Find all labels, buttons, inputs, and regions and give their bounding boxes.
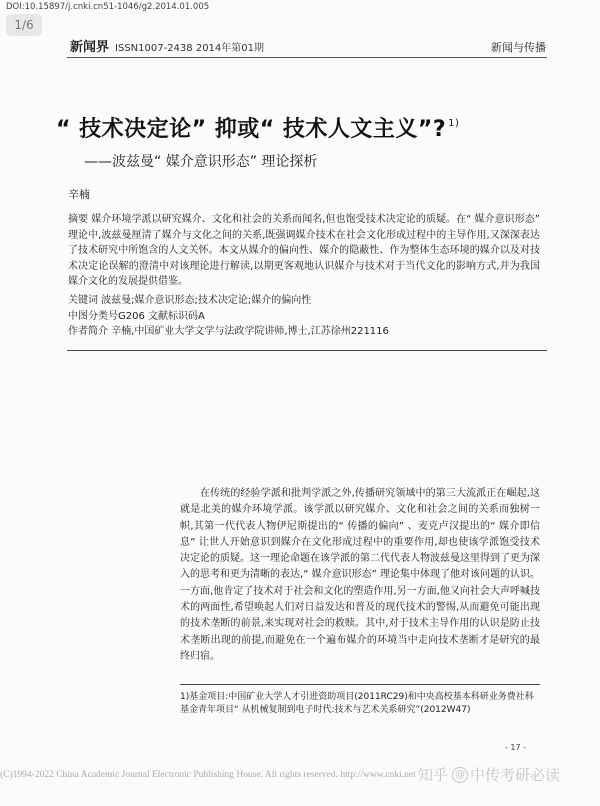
doi-label: DOI:10.15897/j.cnki.cn51-1046/g2.2014.01.005 xyxy=(6,2,210,12)
section-divider xyxy=(67,350,547,351)
keywords: 关键词 波兹曼;媒介意识形态;技术决定论;媒介的偏向性 xyxy=(68,295,312,306)
copyright-notice: (C)1994-2022 China Academic Journal Electronic Publishing House. All rights reserved. http://www.cnki.net xyxy=(0,770,416,780)
journal-issue: ISSN1007-2438 2014年第01期 xyxy=(115,43,264,54)
article-title xyxy=(56,112,556,143)
at-icon: @ xyxy=(452,767,468,783)
title-footnote-marker: 1) xyxy=(448,118,460,129)
page-number: - 17 - xyxy=(505,743,527,752)
journal-header xyxy=(70,36,546,54)
article-author: 辛楠 xyxy=(68,188,90,201)
footnote: 1)基金项目:中国矿业大学人才引进资助项目(2011RC29)和中央高校基本科研业务费社科基金青年项目“ 从机械复制到电子时代:技术与艺术关系研究”(2012W47) xyxy=(180,692,534,715)
footnote-divider xyxy=(180,684,540,685)
article-title-text: “ 技术决定论” 抑或“ 技术人文主义”? xyxy=(56,117,447,142)
watermark-handle: 中传考研必读 xyxy=(470,766,561,784)
classification: 中图分类号G206 文献标识码A xyxy=(68,311,205,322)
watermark xyxy=(418,764,560,785)
journal-name: 新闻界 xyxy=(70,40,110,55)
journal-section: 新闻与传播 xyxy=(491,41,546,54)
article-subtitle: ——波兹曼“ 媒介意识形态” 理论探析 xyxy=(84,154,318,170)
body-paragraph: 在传统的经验学派和批判学派之外,传播研究领域中的第三大流派正在崛起,这就是北美的媒介环境学派。该学派以研究媒介、文化和社会之间的关系而独树一帜,其第一代代表人物伊尼斯提出的“ 传播的偏向” 、麦克卢汉提出的“ 媒介即信息” 让世人开始意识到媒介在文化形成过程中的重要作用,却也使该学派饱受技术决定论的质疑。这一理论命题在该学派的第二代代表人物波兹曼这里得到了更为深入的思考和更为清晰的表达,“ 媒介意识形态” 理论集中体现了他对该问题的认识。一方面,他肯定了技术对于社会和文化的塑造作用,另一方面,他又向社会大声呼喊技术的两面性,希望唤起人们对日益发达和普及的现代技术的警惕,从而避免可能出现的技术垄断的前景,来实现对社会的救赎。其中,对于技术主导作用的认识是防止技术垄断出现的前提,而避免在一个遍布媒介的环境当中走向技术垄断才是研究的最终归宿。 xyxy=(180,488,540,662)
page-indicator[interactable]: 1/6 xyxy=(6,14,42,36)
abstract: 摘要 媒介环境学派以研究媒介、文化和社会的关系而闻名,但也饱受技术决定论的质疑。在“ 媒介意识形态” 理论中,波兹曼厘清了媒介与文化之间的关系,既强调媒介技术在社会文化形成过程中的主导作用,又深深表达了技术研究中所饱含的人文关怀。本文从媒介的偏向性、媒介的隐蔽性、作为整体生态环境的媒介以及对技术决定论误解的澄清中对该理论进行解读,以期更客观地认识媒介与技术对于当代文化的影响方式,并为我国媒介文化的发展提供借鉴。 xyxy=(68,214,540,287)
watermark-prefix: 知乎 xyxy=(418,766,449,784)
header-divider xyxy=(67,57,547,58)
author-bio: 作者简介 辛楠,中国矿业大学文学与法政学院讲师,博士,江苏徐州221116 xyxy=(68,326,389,337)
